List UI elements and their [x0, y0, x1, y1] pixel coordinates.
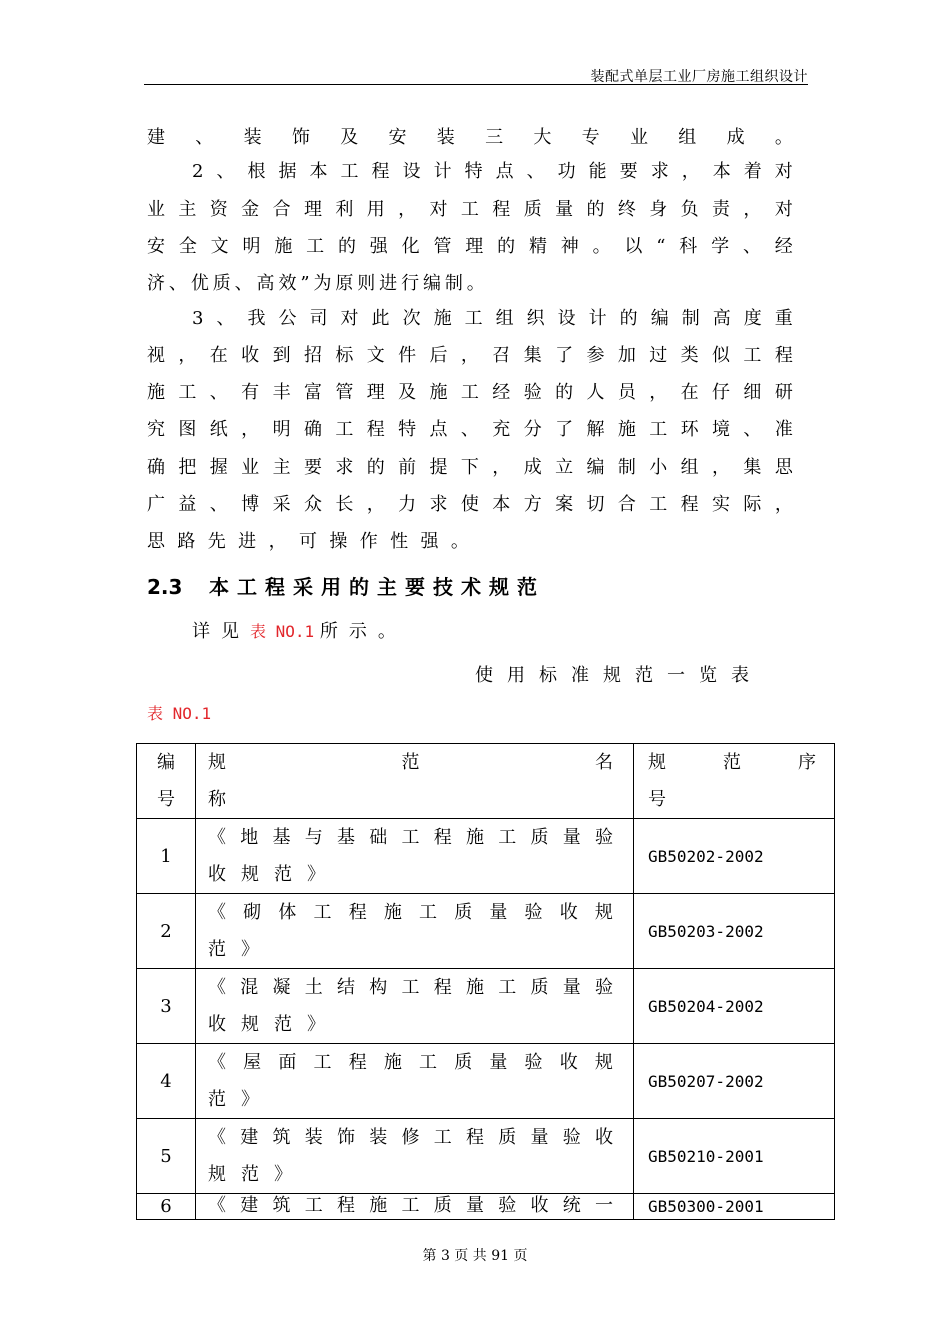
body-line: 建 、 装 饰 及 安 装 三 大 专 业 组 成 。	[147, 127, 793, 148]
header-num: 编 号	[137, 744, 196, 819]
reference-prefix: 详见	[192, 621, 250, 642]
body-line: 2 、 根 据 本 工 程 设 计 特 点 、 功 能 要 求 ， 本 着 对	[192, 161, 793, 182]
table-row	[137, 1194, 835, 1220]
row-code: GB50203-2002	[634, 894, 835, 969]
table-row	[137, 1044, 835, 1119]
row-code: GB50207-2002	[634, 1044, 835, 1119]
header-name: 规 范 名 称	[196, 744, 634, 819]
table-reference-link[interactable]: 表 NO.1	[250, 622, 315, 641]
reference-line	[192, 620, 407, 644]
row-num: 1	[137, 819, 196, 894]
page-footer: 第 3 页 共 91 页	[422, 1248, 528, 1264]
row-code: GB50210-2001	[634, 1119, 835, 1194]
table-row	[137, 819, 835, 894]
row-name: 《 砌 体 工 程 施 工 质 量 验 收 规 范 》	[196, 894, 634, 969]
section-heading	[147, 573, 545, 601]
table-row	[137, 894, 835, 969]
table-label: 表 NO.1	[147, 704, 212, 723]
standards-table	[136, 743, 835, 1220]
body-line: 广 益 、 博 采 众 长 ， 力 求 使 本 方 案 切 合 工 程 实 际 ，	[147, 494, 793, 515]
row-code: GB50204-2002	[634, 969, 835, 1044]
reference-suffix: 所示。	[319, 621, 407, 642]
row-num: 6	[137, 1194, 196, 1220]
header-code: 规 范 序 号	[634, 744, 835, 819]
row-name: 《 建 筑 装 饰 装 修 工 程 质 量 验 收 规 范 》	[196, 1119, 634, 1194]
section-title: 本工程采用的主要技术规范	[209, 575, 545, 599]
table-row	[137, 969, 835, 1044]
body-line: 视 ， 在 收 到 招 标 文 件 后 ， 召 集 了 参 加 过 类 似 工 程	[147, 345, 793, 366]
row-name: 《 地 基 与 基 础 工 程 施 工 质 量 验 收 规 范 》	[196, 819, 634, 894]
body-line: 业 主 资 金 合 理 利 用 ， 对 工 程 质 量 的 终 身 负 责 ， 对	[147, 199, 793, 220]
row-num: 2	[137, 894, 196, 969]
body-line: 施 工 、 有 丰 富 管 理 及 施 工 经 验 的 人 员 ， 在 仔 细 研	[147, 382, 793, 403]
body-line: 确 把 握 业 主 要 求 的 前 提 下 ， 成 立 编 制 小 组 ， 集 思	[147, 457, 793, 478]
row-num: 5	[137, 1119, 196, 1194]
body-line: 济 、 优 质 、 高 效 ” 为 原 则 进 行 编 制 。	[147, 273, 485, 294]
table-title: 使用标准规范一览表	[475, 665, 763, 686]
row-code: GB50202-2002	[634, 819, 835, 894]
section-number: 2.3	[147, 575, 183, 599]
row-num: 3	[137, 969, 196, 1044]
body-line: 究 图 纸 ， 明 确 工 程 特 点 、 充 分 了 解 施 工 环 境 、 准	[147, 419, 793, 440]
row-name: 《 建 筑 工 程 施 工 质 量 验 收 统 一	[196, 1194, 634, 1220]
row-code: GB50300-2001	[634, 1194, 835, 1220]
table-row	[137, 1119, 835, 1194]
body-line: 思 路 先 进 ， 可 操 作 性 强 。	[147, 531, 469, 552]
body-line: 3 、 我 公 司 对 此 次 施 工 组 织 设 计 的 编 制 高 度 重	[192, 308, 793, 329]
body-line: 安 全 文 明 施 工 的 强 化 管 理 的 精 神 。 以 “ 科 学 、 经	[147, 236, 793, 257]
header-title: 装配式单层工业厂房施工组织设计	[590, 69, 808, 85]
page-header	[144, 64, 808, 85]
row-num: 4	[137, 1044, 196, 1119]
table-header-row	[137, 744, 835, 819]
row-name: 《 混 凝 土 结 构 工 程 施 工 质 量 验 收 规 范 》	[196, 969, 634, 1044]
row-name: 《 屋 面 工 程 施 工 质 量 验 收 规 范 》	[196, 1044, 634, 1119]
